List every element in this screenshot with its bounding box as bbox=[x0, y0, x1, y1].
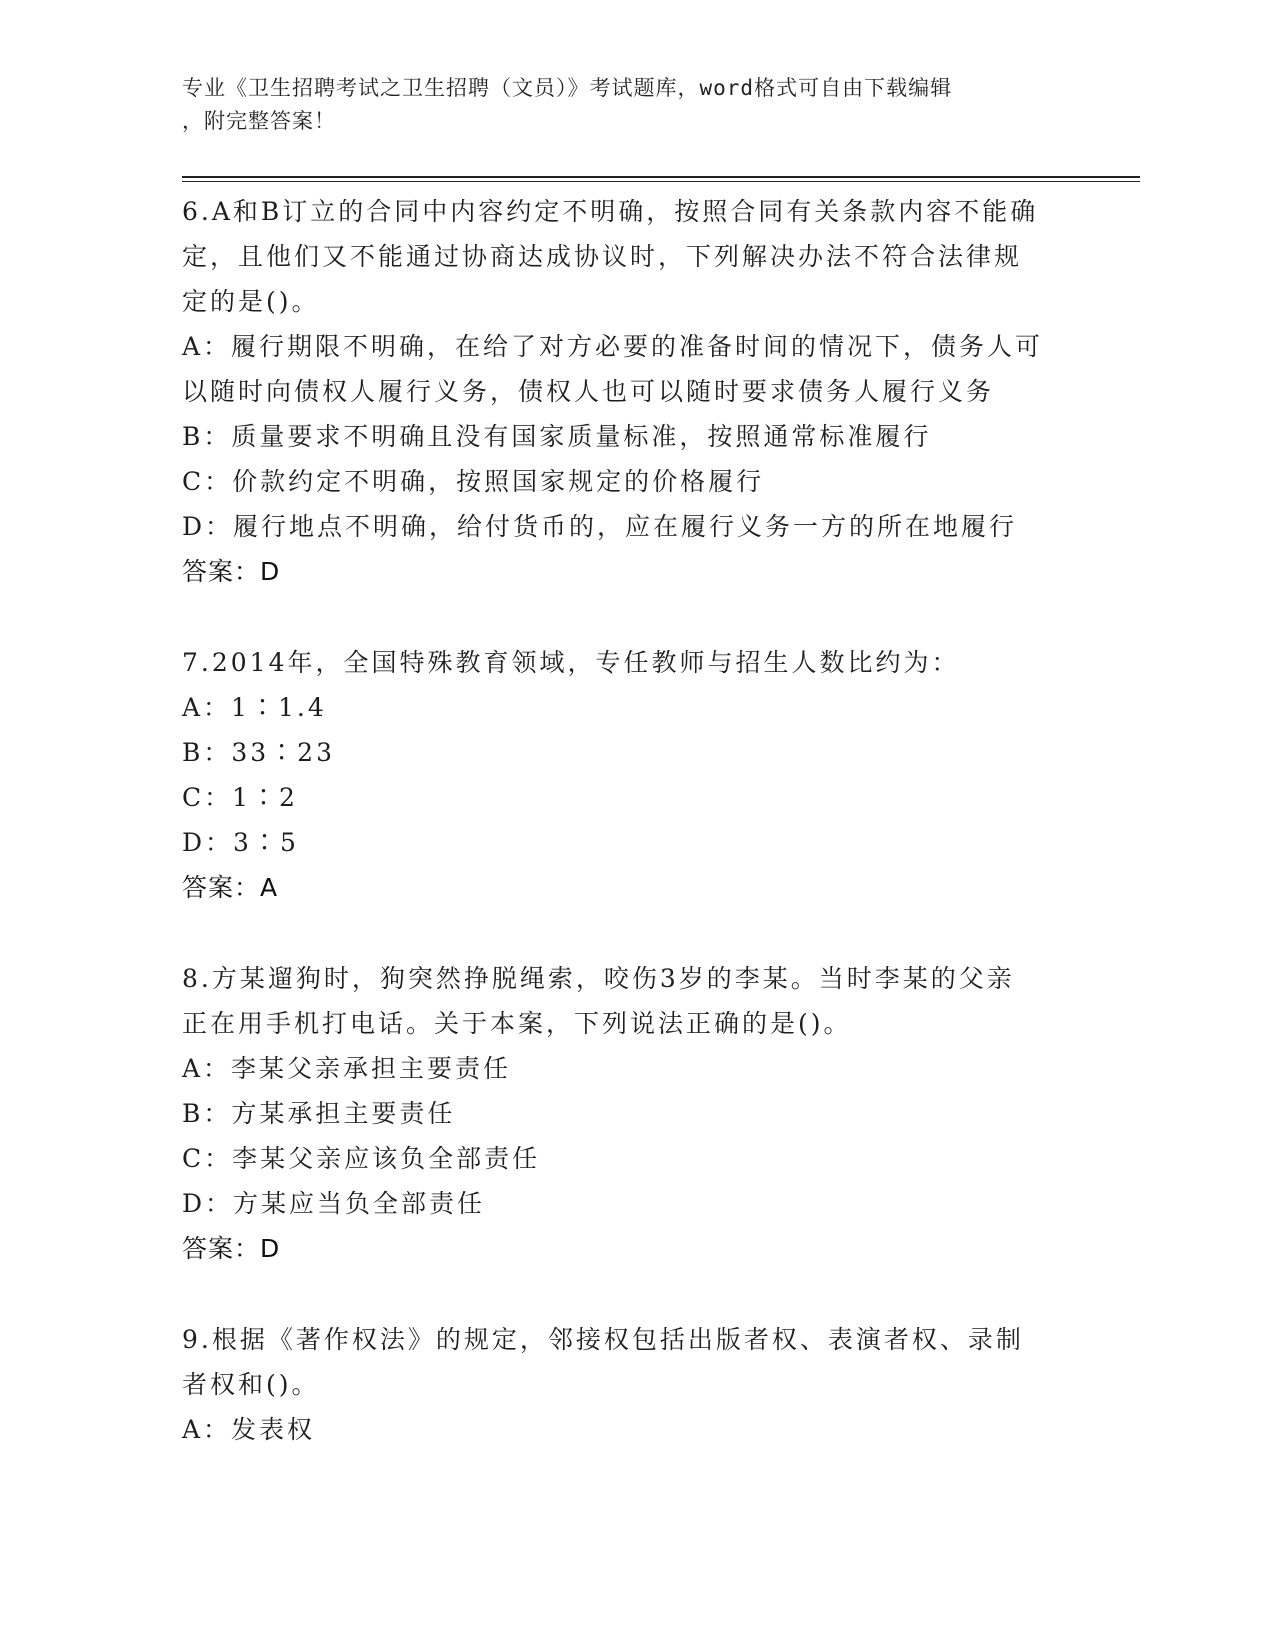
question-stem-line: 9.根据《著作权法》的规定，邻接权包括出版者权、表演者权、录制 bbox=[182, 1325, 1024, 1354]
option-b: B：33∶23 bbox=[182, 738, 335, 767]
header-line-2: ，附完整答案！ bbox=[182, 109, 336, 133]
question-stem-line: 者权和()。 bbox=[182, 1370, 320, 1399]
option-c: C：价款约定不明确，按照国家规定的价格履行 bbox=[182, 467, 765, 496]
question-9 bbox=[182, 1317, 1082, 1452]
question-stem-line: 正在用手机打电话。关于本案，下列说法正确的是()。 bbox=[182, 1009, 852, 1038]
question-spacer bbox=[182, 910, 1082, 956]
option-b: B：方某承担主要责任 bbox=[182, 1099, 456, 1128]
option-d: D：履行地点不明确，给付货币的，应在履行义务一方的所在地履行 bbox=[182, 512, 1018, 541]
question-spacer bbox=[182, 594, 1082, 640]
header-divider-thin bbox=[182, 181, 1140, 182]
question-spacer bbox=[182, 1271, 1082, 1317]
question-stem-line: 定，且他们又不能通过协商达成协议时，下列解决办法不符合法律规 bbox=[182, 242, 1023, 271]
question-stem-line: 6.A和B订立的合同中内容约定不明确，按照合同有关条款内容不能确 bbox=[182, 197, 1039, 226]
question-8 bbox=[182, 956, 1082, 1271]
question-7 bbox=[182, 640, 1082, 910]
option-d: D：3∶5 bbox=[182, 828, 299, 857]
option-b: B：质量要求不明确且没有国家质量标准，按照通常标准履行 bbox=[182, 422, 932, 451]
option-a: A：1∶1.4 bbox=[182, 693, 327, 722]
option-a-continued: 以随时向债权人履行义务，债权人也可以随时要求债务人履行义务 bbox=[182, 377, 995, 406]
answer-label: 答案：D bbox=[182, 1234, 281, 1263]
header-line-1: 专业《卫生招聘考试之卫生招聘（文员）》考试题库，word格式可自由下载编辑 bbox=[182, 76, 953, 100]
answer-label: 答案：A bbox=[182, 873, 279, 902]
option-a: A：发表权 bbox=[182, 1415, 316, 1444]
option-a: A：李某父亲承担主要责任 bbox=[182, 1054, 512, 1083]
option-c: C：1∶2 bbox=[182, 783, 298, 812]
question-list bbox=[182, 189, 1082, 1452]
question-6 bbox=[182, 189, 1082, 594]
question-stem-line: 定的是()。 bbox=[182, 287, 320, 316]
option-a: A：履行期限不明确，在给了对方必要的准备时间的情况下，债务人可 bbox=[182, 332, 1044, 361]
option-d: D：方某应当负全部责任 bbox=[182, 1189, 486, 1218]
header-divider-thick bbox=[182, 176, 1140, 178]
question-stem-line: 7.2014年，全国特殊教育领域，专任教师与招生人数比约为： bbox=[182, 648, 960, 677]
question-stem-line: 8.方某遛狗时，狗突然挣脱绳索，咬伤3岁的李某。当时李某的父亲 bbox=[182, 964, 1015, 993]
document-header bbox=[182, 72, 1062, 138]
answer-label: 答案：D bbox=[182, 557, 281, 586]
option-c: C：李某父亲应该负全部责任 bbox=[182, 1144, 541, 1173]
